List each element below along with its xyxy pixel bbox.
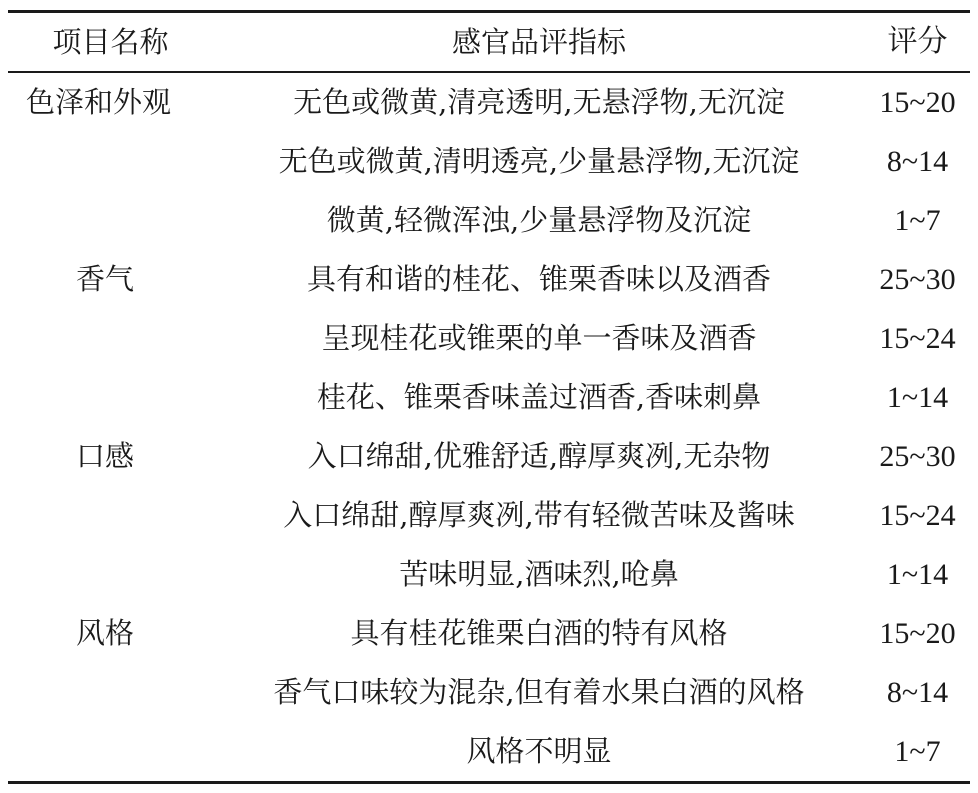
table-row (8, 309, 970, 368)
item-name-cell (8, 722, 213, 781)
criteria-cell: 无色或微黄,清亮透明,无悬浮物,无沉淀 (293, 84, 785, 119)
bottom-rule (8, 781, 970, 784)
table-row (8, 132, 970, 191)
score-cell: 1~7 (894, 203, 941, 237)
item-name-cell (8, 663, 213, 722)
score-cell: 8~14 (886, 675, 949, 709)
item-name-cell: 口感 (76, 438, 135, 473)
score-cell: 15~24 (879, 498, 956, 532)
table-row (8, 545, 970, 604)
table-body (8, 73, 970, 781)
item-name-cell (8, 368, 213, 427)
criteria-cell: 风格不明显 (466, 733, 612, 768)
evaluation-table (8, 10, 970, 784)
item-name-cell (8, 486, 213, 545)
sensory-table-body (8, 73, 970, 781)
criteria-cell: 入口绵甜,优雅舒适,醇厚爽冽,无杂物 (307, 438, 771, 473)
table-row (8, 250, 970, 309)
header-criteria: 感官品评指标 (451, 25, 626, 59)
criteria-cell: 入口绵甜,醇厚爽冽,带有轻微苦味及酱味 (283, 497, 795, 532)
table-row (8, 368, 970, 427)
table-row (8, 663, 970, 722)
score-cell: 15~20 (879, 616, 956, 650)
score-cell: 1~7 (894, 734, 941, 768)
score-cell: 15~20 (879, 85, 956, 119)
item-name-cell (8, 309, 213, 368)
header-score: 评分 (887, 25, 948, 58)
table-row (8, 604, 970, 663)
item-name-cell: 风格 (76, 615, 135, 650)
item-name-cell (8, 132, 213, 191)
table-header (8, 13, 970, 71)
criteria-cell: 具有桂花锥栗白酒的特有风格 (350, 615, 728, 650)
item-name-cell (8, 191, 213, 250)
score-cell: 25~30 (879, 439, 956, 473)
score-cell: 25~30 (879, 262, 956, 296)
criteria-cell: 苦味明显,酒味烈,呛鼻 (399, 556, 679, 591)
criteria-cell: 呈现桂花或锥栗的单一香味及酒香 (321, 320, 757, 355)
criteria-cell: 无色或微黄,清明透亮,少量悬浮物,无沉淀 (278, 143, 800, 178)
criteria-cell: 香气口味较为混杂,但有着水果白酒的风格 (273, 674, 805, 709)
table-row (8, 73, 970, 132)
score-cell: 15~24 (879, 321, 956, 355)
table-row (8, 427, 970, 486)
table-row (8, 722, 970, 781)
table-row (8, 191, 970, 250)
criteria-cell: 具有和谐的桂花、锥栗香味以及酒香 (306, 261, 771, 296)
score-cell: 1~14 (886, 557, 949, 591)
criteria-cell: 桂花、锥栗香味盖过酒香,香味刺鼻 (316, 379, 762, 414)
score-cell: 8~14 (886, 144, 949, 178)
header-item-name: 项目名称 (52, 25, 169, 59)
item-name-cell: 香气 (76, 261, 135, 296)
sensory-table (8, 13, 970, 71)
score-cell: 1~14 (886, 380, 949, 414)
table-row (8, 486, 970, 545)
criteria-cell: 微黄,轻微浑浊,少量悬浮物及沉淀 (326, 202, 752, 237)
item-name-cell: 色泽和外观 (26, 84, 172, 119)
header-row (8, 13, 970, 71)
item-name-cell (8, 545, 213, 604)
